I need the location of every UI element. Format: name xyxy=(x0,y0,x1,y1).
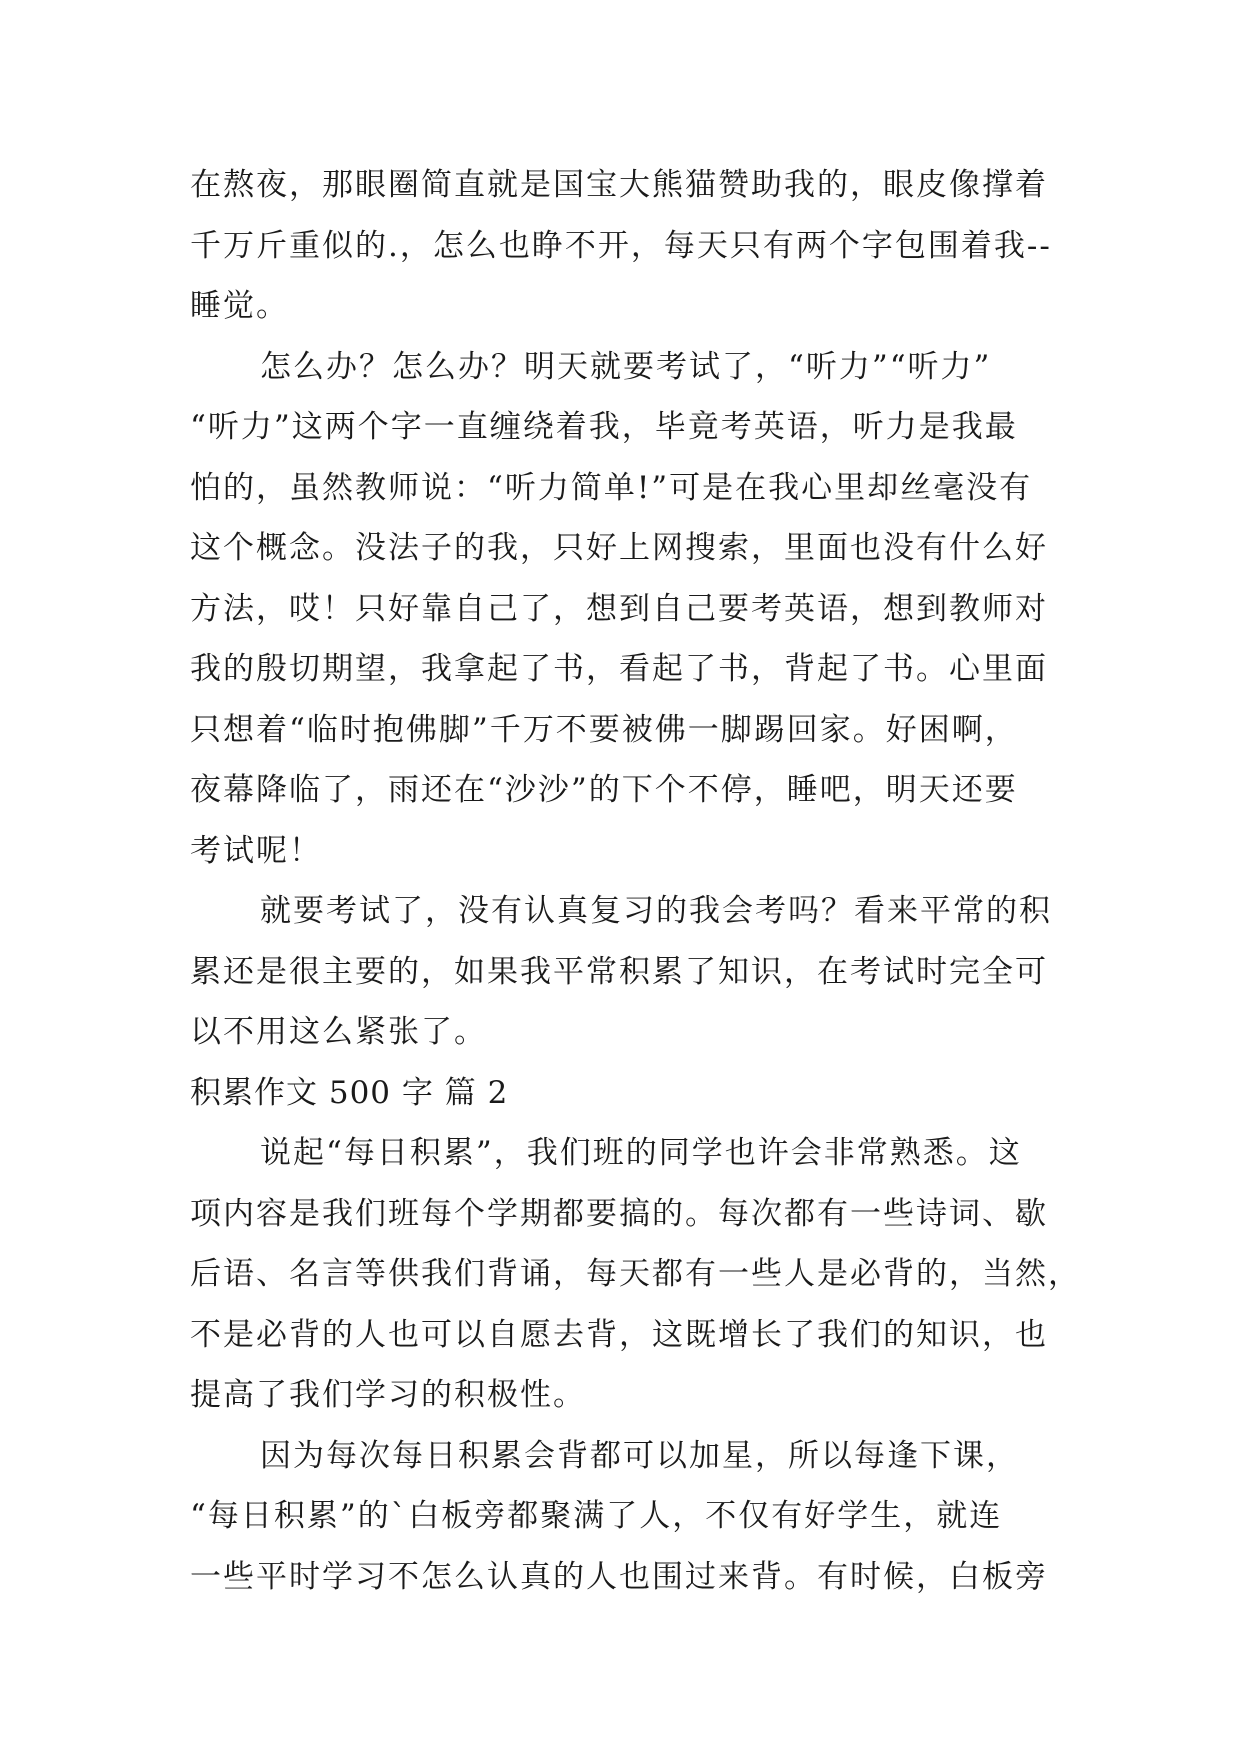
text-line: 累还是很主要的，如果我平常积累了知识，在考试时完全可 xyxy=(190,953,1048,990)
document-body xyxy=(190,155,1081,1607)
text-line: 一些平时学习不怎么认真的人也围过来背。有时候，白板旁 xyxy=(190,1558,1048,1595)
text-line: “听力”这两个字一直缠绕着我，毕竟考英语，听力是我最 xyxy=(190,409,1018,445)
section-heading: 积累作文 500 字 篇 2 xyxy=(190,1074,509,1111)
text-line: 方法，哎！只好靠自己了，想到自己要考英语，想到教师对 xyxy=(190,590,1048,627)
text-line: 夜幕降临了，雨还在“沙沙”的下个不停，睡吧，明天还要 xyxy=(190,772,1018,808)
paragraph-start-line: 怎么办？怎么办？明天就要考试了，“听力”“听力” xyxy=(260,348,992,385)
text-line: 提高了我们学习的积极性。 xyxy=(190,1377,586,1413)
text-line: 怕的，虽然教师说：“听力简单!”可是在我心里却丝毫没有 xyxy=(190,469,1033,506)
text-line: “每日积累”的`白板旁都聚满了人，不仅有好学生，就连 xyxy=(190,1498,1003,1534)
text-line: 不是必背的人也可以自愿去背，这既增长了我们的知识，也 xyxy=(190,1316,1048,1353)
text-line: 只想着“临时抱佛脚”千万不要被佛一脚踢回家。好困啊， xyxy=(190,711,1018,748)
text-line: 在熬夜，那眼圈简直就是国宝大熊猫赞助我的，眼皮像撑着 xyxy=(190,167,1048,203)
paragraph-start-line: 因为每次每日积累会背都可以加星，所以每逢下课， xyxy=(260,1437,1019,1474)
text-line: 考试呢！ xyxy=(190,832,322,869)
paragraph-start-line: 就要考试了，没有认真复习的我会考吗？看来平常的积 xyxy=(260,893,1052,929)
text-line: 我的殷切期望，我拿起了书，看起了书，背起了书。心里面 xyxy=(190,651,1048,687)
text-line: 睡觉。 xyxy=(190,288,289,324)
text-line: 千万斤重似的.，怎么也睁不开，每天只有两个字包围着我-- xyxy=(190,227,1052,264)
text-line: 项内容是我们班每个学期都要搞的。每次都有一些诗词、歇 xyxy=(190,1195,1048,1232)
paragraph-start-line: 说起“每日积累”，我们班的同学也许会非常熟悉。这 xyxy=(260,1135,1022,1171)
text-line: 以不用这么紧张了。 xyxy=(190,1014,487,1050)
text-line: 这个概念。没法子的我，只好上网搜索，里面也没有什么好 xyxy=(190,530,1048,566)
text-line: 后语、名言等供我们背诵，每天都有一些人是必背的，当然， xyxy=(190,1256,1081,1292)
